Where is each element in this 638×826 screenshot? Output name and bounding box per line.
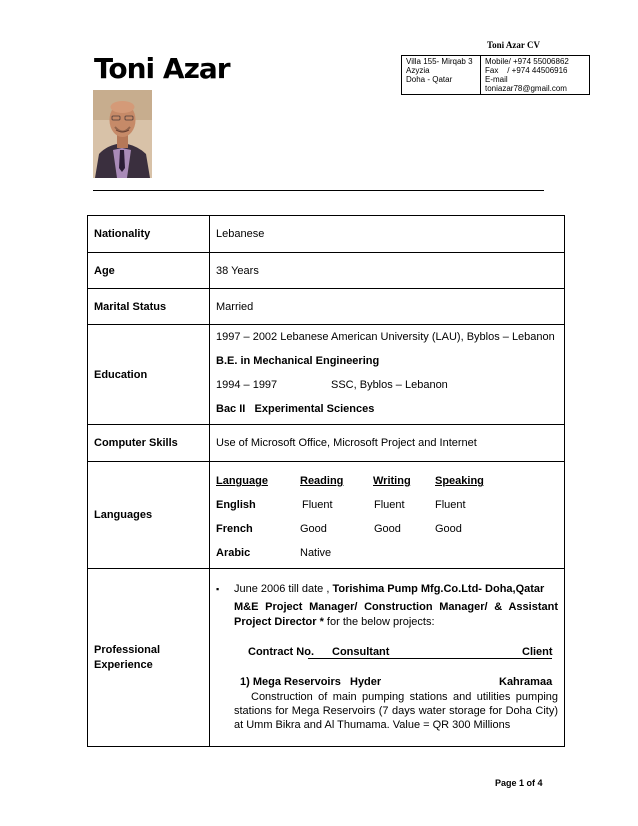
speaking-level: Good [435,523,462,535]
job-role [216,600,558,630]
address-line: Azyzia [406,66,430,75]
job-role-title: M&E Project Manager/ Construction Manager/ & Assistant Project Director * [234,601,558,628]
job-company: Torishima Pump Mfg.Co.Ltd- Doha,Qatar [332,583,545,595]
education-ssc-school: SSC, Byblos – Lebanon [331,379,448,391]
client-header: Client [522,646,553,658]
profile-photo [93,90,152,178]
marital-value: Married [210,289,565,325]
project-consultant: Hyder [350,676,382,688]
languages-header-row [216,469,558,493]
writing-col-header: Writing [373,475,411,487]
education-line-ssc [216,373,558,397]
speaking-col-header: Speaking [435,475,484,487]
row-marital-status [88,289,565,325]
languages-label: Languages [88,462,210,569]
address-line: Doha - Qatar [406,75,453,84]
language-name: French [216,523,253,535]
experience-value [210,569,565,747]
education-ssc-years: 1994 – 1997 [216,379,278,391]
cv-header-title: Toni Azar CV [487,40,541,50]
page-number: Page 1 of 4 [495,778,543,788]
experience-label-line: Experience [94,658,153,671]
job-entry [216,581,558,597]
education-degree: B.E. in Mechanical Engineering [216,355,380,367]
row-professional-experience [88,569,565,747]
languages-value [210,462,565,569]
reading-level: Fluent [302,499,333,511]
writing-level: Good [374,523,401,535]
row-nationality [88,216,565,253]
language-row [216,493,558,517]
language-row [216,541,558,565]
experience-label-line: Professional [94,643,161,656]
education-label: Education [88,325,210,425]
reading-col-header: Reading [300,475,344,487]
speaking-level: Fluent [435,499,466,511]
project-client: Kahramaa [499,676,553,688]
age-value: 38 Years [210,253,565,289]
row-computer-skills [88,425,565,462]
header-divider [93,190,544,191]
age-label: Age [88,253,210,289]
header-underline [308,635,552,659]
project-description: Construction of main pumping stations and utilities pumping stations for Mega Reservoirs (7 days water storage for Doha City) at Umm Bikra and Al Thumama. Value = QR 300 Millions [234,691,558,731]
address-cell [402,56,481,95]
contract-no-header: Contract No. [248,646,314,658]
education-line-university: 1997 – 2002 Lebanese American University (LAU), Byblos – Lebanon [216,331,555,343]
marital-label: Marital Status [88,289,210,325]
phone-cell [481,56,590,95]
bullet-icon: ▪ [216,584,220,594]
job-date: June 2006 till date , [234,583,333,595]
contact-box [401,55,590,95]
writing-level: Fluent [374,499,405,511]
address-line: Villa 155- Mirqab 3 [406,57,473,66]
row-education [88,325,565,425]
computer-skills-label: Computer Skills [88,425,210,462]
row-age [88,253,565,289]
language-name: English [216,499,256,511]
education-bac: Bac II Experimental Sciences [216,403,375,415]
row-languages [88,462,565,569]
education-value [210,325,565,425]
email-line: E-mail toniazar78@gmail.com [485,75,567,93]
reading-level: Good [300,523,327,535]
fax-line: Fax / +974 44506916 [485,66,568,75]
mobile-line: Mobile/ +974 55006862 [485,57,569,66]
cv-table [87,215,565,747]
computer-skills-value: Use of Microsoft Office, Microsoft Project and Internet [210,425,565,462]
experience-label [88,569,210,747]
project-table-header [248,640,558,664]
job-role-suffix: for the below projects: [323,616,435,628]
candidate-name: Toni Azar [94,52,230,85]
language-name: Arabic [216,547,251,559]
language-col-header: Language [216,475,268,487]
nationality-value: Lebanese [210,216,565,253]
consultant-header: Consultant [332,646,390,658]
project-title: 1) Mega Reservoirs [240,676,341,688]
project-row [240,670,558,694]
reading-level: Native [300,547,332,559]
nationality-label: Nationality [88,216,210,253]
language-row [216,517,558,541]
